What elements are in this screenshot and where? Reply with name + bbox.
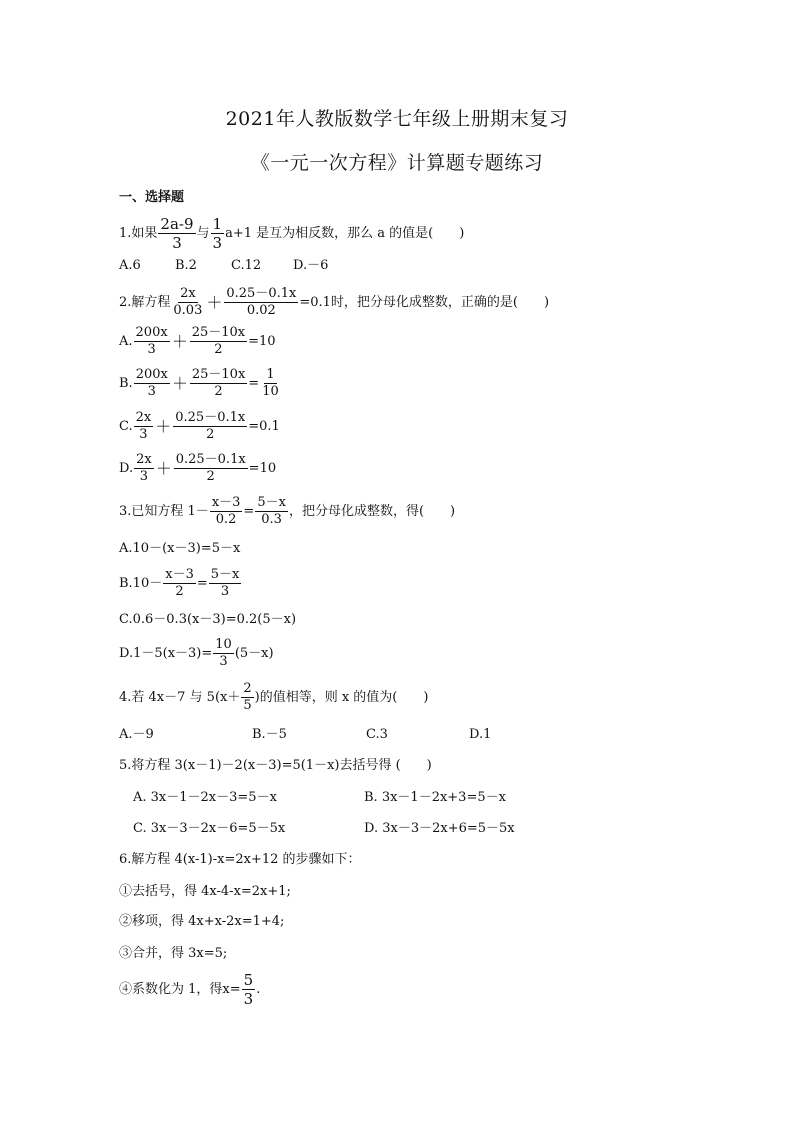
q5-option-b[interactable]: B. 3x－1－2x+3=5－x [364,790,506,805]
page-title-2: 《一元一次方程》计算题专题练习 [250,152,544,174]
q2b-fraction-2: $\frac{25-10x}{2}$ [191,367,246,399]
q2-option-a[interactable]: A. $\frac{200x}{3}$ ＋ $\frac{25-10x}{2}$ =10 [119,325,276,357]
q3d-fraction: $\frac{10}{3}$ [215,637,232,669]
q3-fraction-2: $\frac{5-x}{0.3}$ [257,495,286,527]
q3b-fraction-1: $\frac{x-3}{2}$ [165,567,194,599]
question-6: 6.解方程 4(x-1)-x=2x+12 的步骤如下： [119,852,361,867]
q3b-fraction-2: $\frac{5-x}{3}$ [210,567,240,599]
q2c-fraction-2: $\frac{0.25-0.1x}{2}$ [175,410,246,442]
q5-option-d[interactable]: D. 3x－3－2x+6=5－5x [364,821,515,836]
q3-post: ，把分母化成整数，得( ) [288,503,456,519]
q1-post: a+1 是互为相反数，那么 a 的值是( ) [225,225,465,241]
q2a-fraction-1: $\frac{200x}{3}$ [135,325,168,357]
q2b-fraction-1: $\frac{200x}{3}$ [135,367,168,399]
q2-option-c[interactable]: C. $\frac{2x}{3}$ ＋ $\frac{0.25-0.1x}{2}$ =0.1 [119,410,280,442]
q1-option-c[interactable]: C.12 [231,258,262,273]
q2-option-b[interactable]: B. $\frac{200x}{3}$ ＋ $\frac{25-10x}{2}$ = $\frac{1}{10}$ [119,367,279,399]
q3-option-b[interactable]: B.10－ $\frac{x-3}{2}$ = $\frac{5-x}{3}$ [119,567,240,599]
q2-fraction-1: $\frac{2x}{0.03}$ [173,286,203,318]
q2a-fraction-2: $\frac{25-10x}{2}$ [191,325,246,357]
q2b-fraction-3: $\frac{1}{10}$ [262,367,279,399]
q1-fraction-2: $\frac{1}{3}$ [212,215,223,252]
q6-fraction: $\frac{5}{3}$ [243,971,254,1008]
q1-option-b[interactable]: B.2 [175,258,197,273]
q6-step-3: ③合并，得 3x=5; [119,946,228,961]
q3-fraction-1: $\frac{x-3}{0.2}$ [211,495,241,527]
q2-option-d[interactable]: D. $\frac{2x}{3}$ ＋ $\frac{0.25-0.1x}{2}$ =10 [119,452,277,484]
q3-option-d[interactable]: D.1－5(x－3)= $\frac{10}{3}$ (5－x) [119,637,274,669]
q4-option-c[interactable]: C.3 [366,727,388,742]
q1-option-d[interactable]: D.－6 [293,258,329,273]
question-3: 3.已知方程 1－ $\frac{x-3}{0.2}$ = $\frac{5-x}{0.3}$ ，把分母化成整数，得( ) [119,495,456,527]
question-1 [119,216,464,251]
q3-prefix: 3.已知方程 1－ [119,503,209,519]
q1-prefix: 1.如果 [119,225,158,241]
question-5: 5.将方程 3(x－1)－2(x－3)=5(1－x)去括号得 ( ) [119,758,432,773]
q3-option-a[interactable]: A.10－(x－3)=5－x [119,541,241,556]
page-title-1: 2021年人教版数学七年级上册期末复习 [225,108,569,130]
q2-plus: ＋ [206,292,223,312]
q1-fraction-1: $\frac{2a-9}{3}$ [160,215,194,252]
q4-option-a[interactable]: A.－9 [119,727,154,742]
q6-step-4: ④系数化为 1，得x= $\frac{5}{3}$ . [119,971,261,1008]
question-4 [119,682,428,713]
q2d-fraction-2: $\frac{0.25-0.1x}{2}$ [175,452,246,484]
q2c-fraction-1: $\frac{2x}{3}$ [135,410,152,442]
q4-option-b[interactable]: B.－5 [252,727,287,742]
q1-mid: 与 [196,225,210,241]
q4-option-d[interactable]: D.1 [469,727,492,742]
q3-option-c[interactable]: C.0.6－0.3(x－3)=0.2(5－x) [119,612,297,627]
q2-post: =0.1时，把分母化成整数，正确的是( ) [299,294,550,310]
q5-option-c[interactable]: C. 3x－3－2x－6=5－5x [133,821,286,836]
q4-post: )的值相等，则 x 的值为( ) [254,689,429,705]
q4-options [119,727,491,743]
q6-step-1: ①去括号，得 4x-4-x=2x+1; [119,884,291,899]
q2-prefix: 2.解方程 [119,294,171,310]
q1-options [119,258,328,274]
q2-fraction-2: $\frac{0.25-0.1x}{0.02}$ [226,286,297,318]
question-2 [119,287,549,318]
q4-fraction: $\frac{2}{5}$ [243,681,252,713]
q1-option-a[interactable]: A.6 [119,258,141,273]
q5-option-a[interactable]: A. 3x－1－2x－3=5－x [133,790,277,805]
q6-step-2: ②移项，得 4x+x-2x=1+4; [119,914,285,929]
q4-prefix: 4.若 4x－7 与 5(x＋ [119,689,241,705]
section-heading: 一、选择题 [119,190,185,205]
q2d-fraction-1: $\frac{2x}{3}$ [136,452,152,484]
